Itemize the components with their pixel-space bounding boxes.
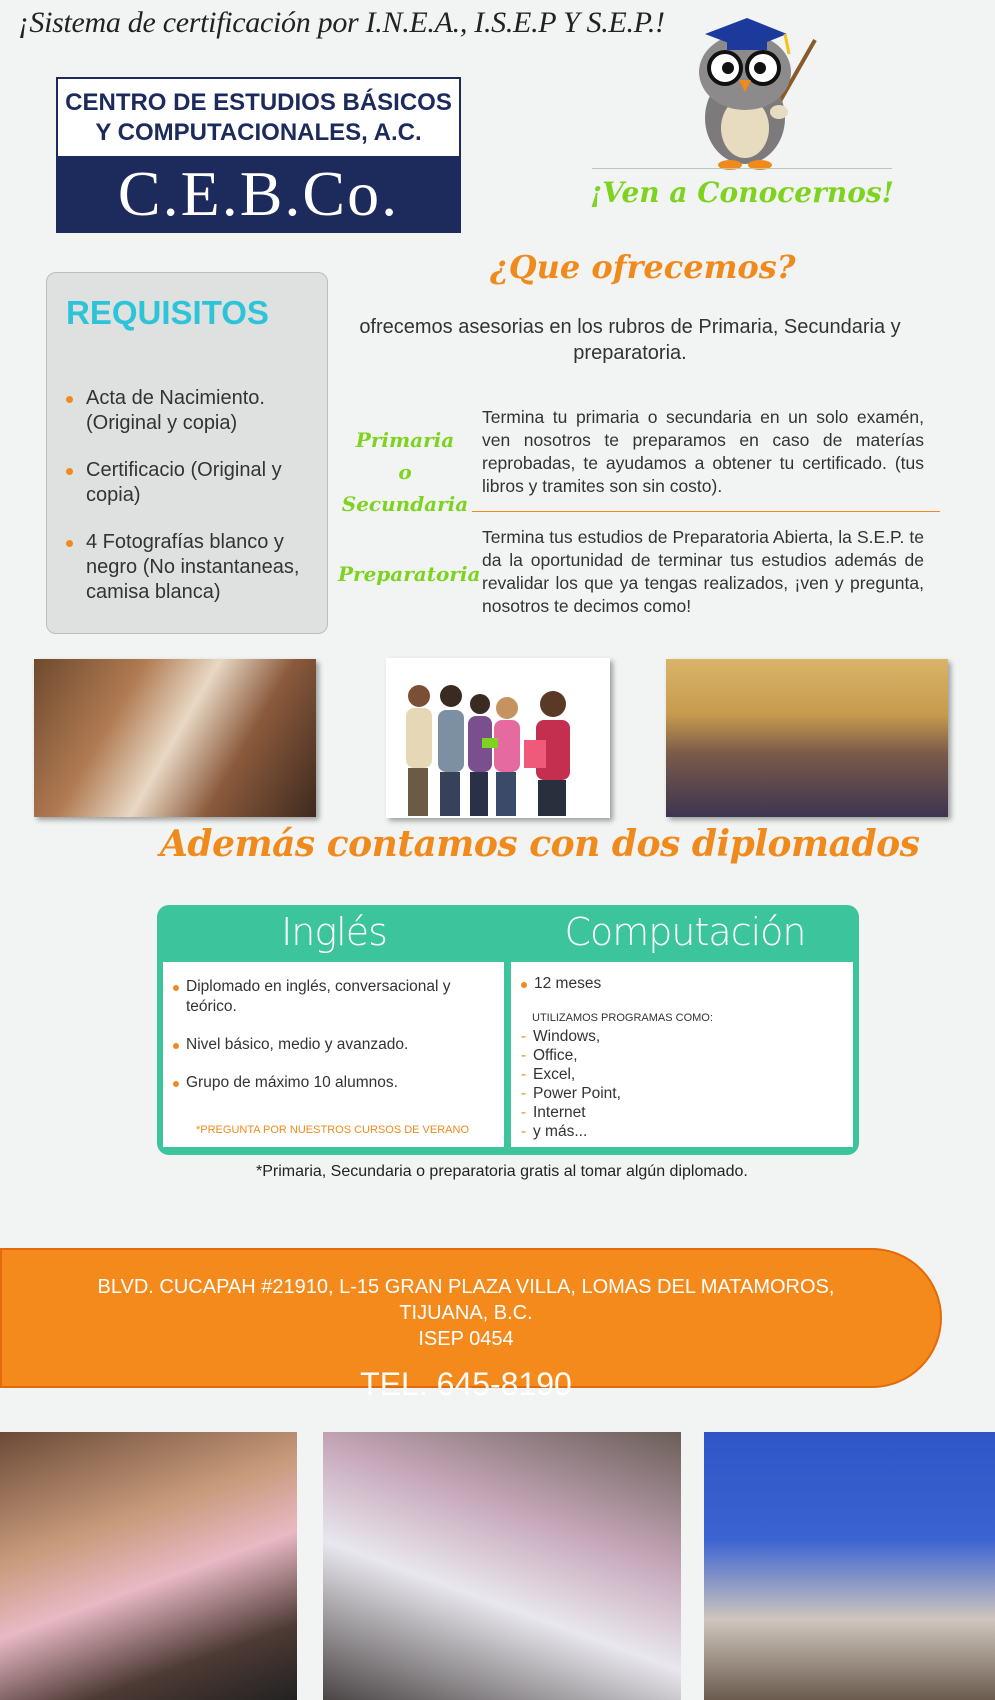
list-item: 4 Fotografías blanco y negro (No instantaneas, camisa blanca): [64, 530, 332, 605]
footnote: *Primaria, Secundaria o preparatoria gratis al tomar algún diplomado.: [256, 1163, 748, 1180]
computacion-duration: [520, 974, 601, 994]
list-item: Nivel básico, medio y avanzado.: [172, 1035, 492, 1055]
logo-line-1: CENTRO DE ESTUDIOS BÁSICOS: [65, 88, 452, 116]
primaria-label: [340, 424, 470, 520]
list-item: - Power Point,: [521, 1084, 621, 1103]
logo-name: [58, 79, 459, 156]
primaria-label-line2: o Secundaria: [341, 460, 469, 516]
logo-acronym: C.E.B.Co.: [58, 156, 459, 231]
preparatoria-text: Termina tus estudios de Preparatoria Abierta, la S.E.P. te da la oportunidad de terminar tus estudios además de revalidar los que ya tengas realizados, ¡ven y pregunta, nosotros te decimos como!: [482, 527, 924, 616]
list-item: 12 meses: [520, 974, 601, 994]
requisitos-title: REQUISITOS: [66, 294, 269, 331]
list-item: Acta de Nacimiento. (Original y copia): [64, 386, 332, 436]
address: [0, 1274, 932, 1352]
list-item: - Windows,: [521, 1027, 621, 1046]
tagline: ¡Sistema de certificación por I.N.E.A., I.S.E.P Y S.E.P.!: [18, 6, 665, 39]
preparatoria-label: Preparatoria: [338, 562, 481, 586]
requisitos-list: [64, 386, 332, 627]
programs-intro: UTILIZAMOS PROGRAMAS COMO:: [532, 1012, 713, 1024]
list-item: Diplomado en inglés, conversacional y teórico.: [172, 977, 492, 1017]
owl-teacher-icon: [675, 10, 825, 170]
ven-a-conocernos: ¡Ven a Conocernos!: [590, 176, 894, 209]
photo-classroom: [666, 659, 948, 817]
photo-teacher-office: [704, 1432, 995, 1700]
logo-line-2: Y COMPUTACIONALES, A.C.: [95, 118, 422, 146]
que-ofrecemos-title: ¿Que ofrecemos?: [490, 248, 796, 286]
list-item: Certificacio (Original y copia): [64, 458, 332, 508]
photo-young-students: [386, 658, 610, 818]
list-item: - Internet: [521, 1103, 621, 1122]
primaria-label-line1: Primaria: [355, 428, 455, 452]
isep-code: ISEP 0454: [418, 1328, 514, 1350]
photo-adult-students: [34, 659, 316, 817]
ofrecemos-intro: ofrecemos asesorias en los rubros de Primaria, Secundaria y preparatoria.: [359, 316, 901, 364]
address-line-2: TIJUANA, B.C.: [399, 1302, 533, 1324]
divider: [472, 511, 940, 512]
photo-computer-lab: [0, 1432, 297, 1700]
list-item: Grupo de máximo 10 alumnos.: [172, 1073, 492, 1093]
divider: [592, 168, 892, 169]
phone-number: TEL. 645-8190: [360, 1366, 572, 1402]
computacion-title: Computación: [564, 910, 806, 954]
ingles-list: [172, 977, 492, 1111]
list-item: - Office,: [521, 1046, 621, 1065]
diplomados-title: Además contamos con dos diplomados: [160, 823, 920, 865]
cebco-logo: [56, 77, 461, 233]
list-item: - Excel,: [521, 1065, 621, 1084]
address-line-1: BLVD. CUCAPAH #21910, L-15 GRAN PLAZA VILLA, LOMAS DEL MATAMOROS,: [97, 1276, 835, 1298]
list-item: - y más...: [521, 1122, 621, 1141]
primaria-text: Termina tu primaria o secundaria en un solo examén, ven nosotros te preparamos en caso de materías reprobadas, te ayudamos a obtener tu certificado. (tus libros y tramites son sin costo).: [482, 407, 924, 496]
verano-note: *PREGUNTA POR NUESTROS CURSOS DE VERANO: [196, 1124, 470, 1136]
photo-student-writing: [323, 1432, 681, 1700]
programs-list: [521, 1027, 621, 1141]
ingles-title: Inglés: [281, 910, 387, 954]
